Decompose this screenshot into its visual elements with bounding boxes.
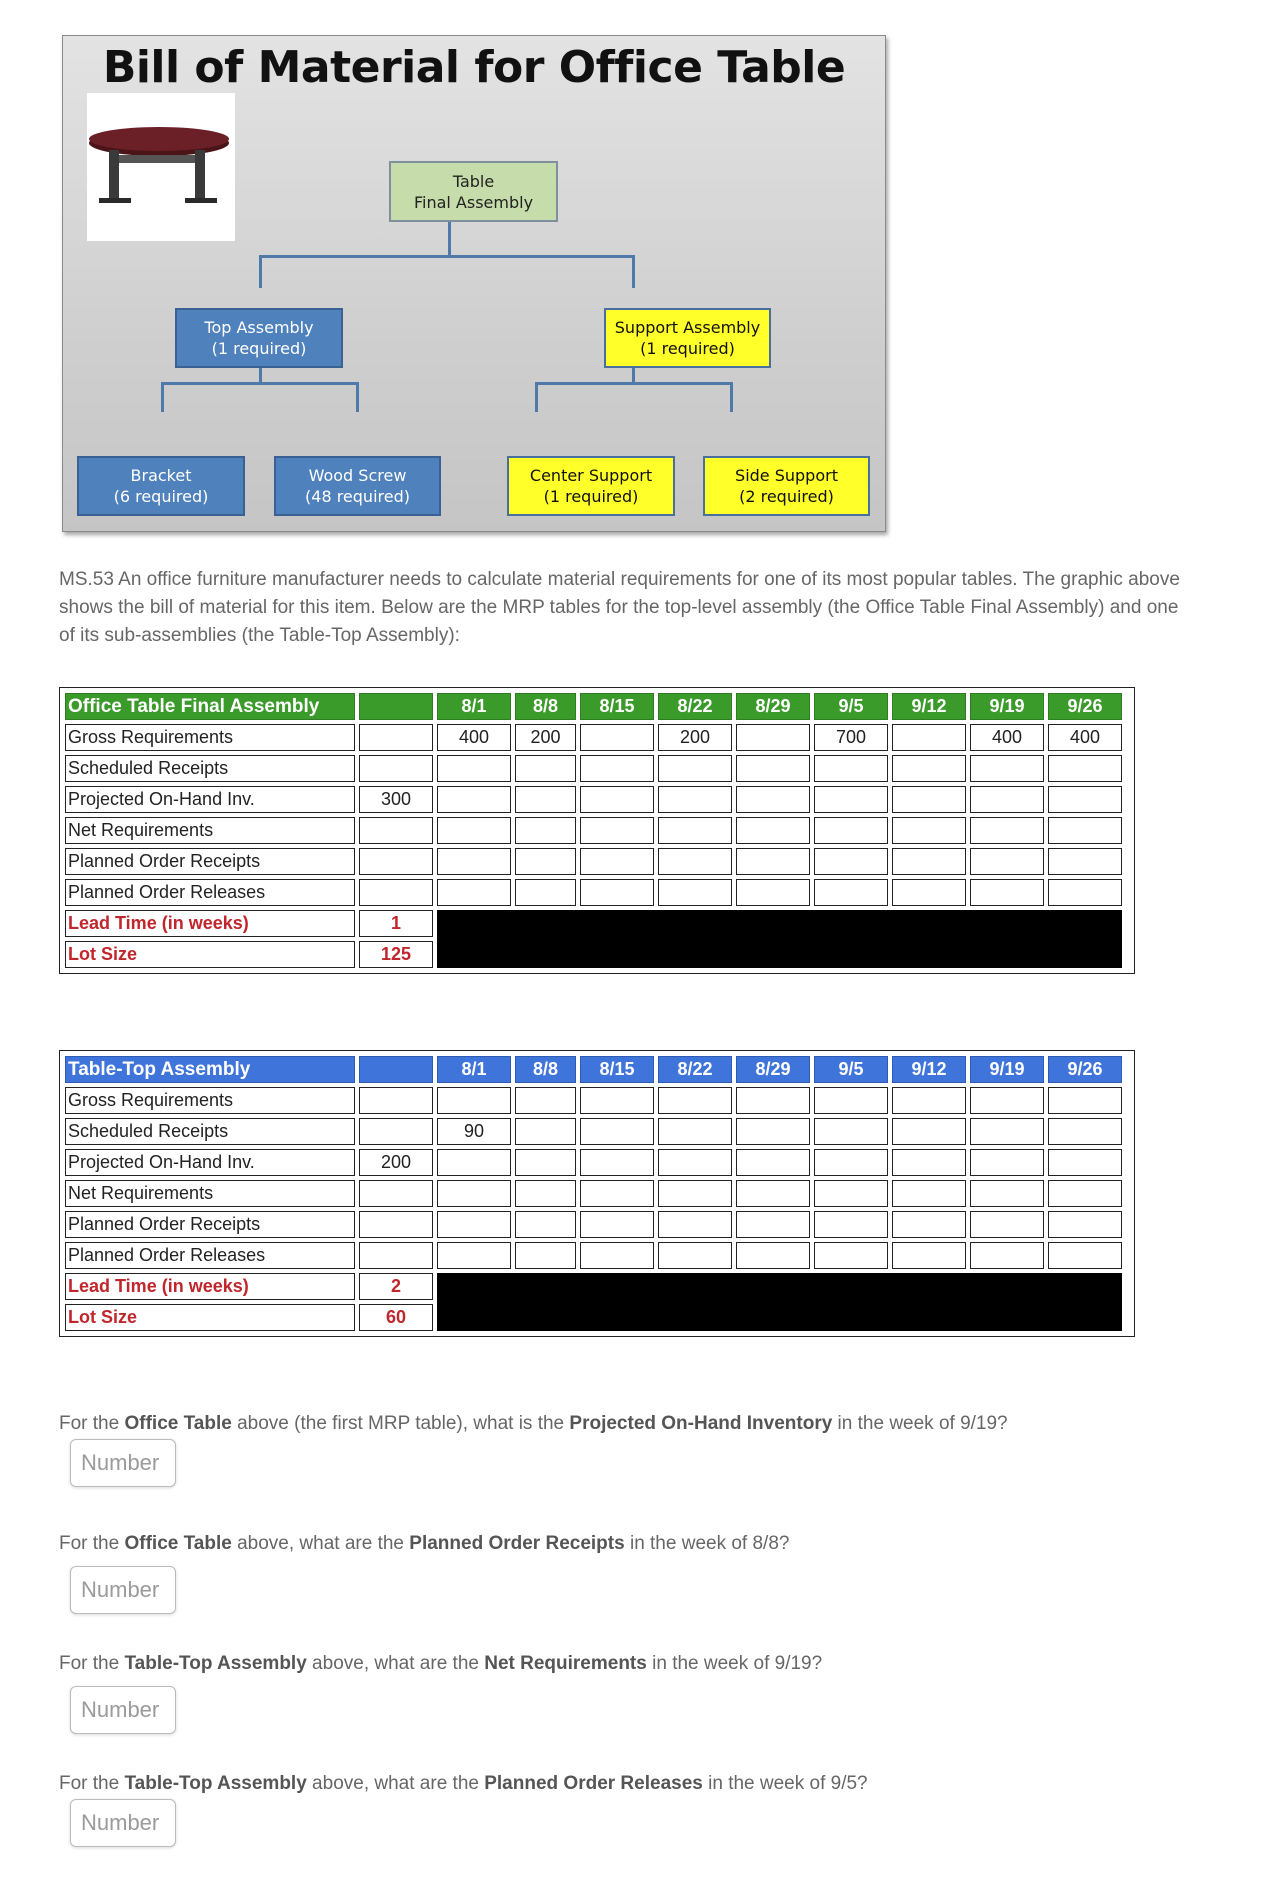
cell[interactable] <box>580 1087 654 1114</box>
cell[interactable] <box>658 1087 732 1114</box>
bom-title: Bill of Material for Office Table <box>102 42 846 93</box>
cell[interactable] <box>658 1211 732 1238</box>
cell[interactable] <box>892 817 966 844</box>
cell[interactable]: 400 <box>970 724 1044 751</box>
node-table-final-assembly: Table Final Assembly <box>389 161 558 222</box>
week-header: 9/19 <box>970 693 1044 720</box>
cell[interactable] <box>1048 817 1122 844</box>
cell[interactable] <box>359 817 433 844</box>
cell[interactable] <box>814 1180 888 1207</box>
cell[interactable] <box>1048 1118 1122 1145</box>
cell[interactable] <box>658 1180 732 1207</box>
cell[interactable] <box>970 879 1044 906</box>
cell[interactable] <box>580 1149 654 1176</box>
cell[interactable] <box>1048 1180 1122 1207</box>
cell[interactable] <box>970 1149 1044 1176</box>
week-header: 8/22 <box>658 1056 732 1083</box>
cell[interactable] <box>580 1180 654 1207</box>
cell[interactable]: 300 <box>359 786 433 813</box>
cell[interactable] <box>814 1118 888 1145</box>
mrp-table-table-top-assembly <box>59 1050 1135 1337</box>
cell[interactable] <box>658 1242 732 1269</box>
cell[interactable]: 200 <box>515 724 576 751</box>
node-top-assembly: Top Assembly (1 required) <box>175 308 343 368</box>
cell[interactable] <box>515 879 576 906</box>
row-label: Planned Order Releases <box>65 1242 355 1269</box>
cell[interactable] <box>736 1242 810 1269</box>
cell[interactable] <box>1048 786 1122 813</box>
lead-time-label: Lead Time (in weeks) <box>65 910 355 937</box>
bom-diagram <box>62 35 886 532</box>
cell[interactable] <box>892 1242 966 1269</box>
cell[interactable] <box>515 755 576 782</box>
cell[interactable] <box>359 848 433 875</box>
table-row <box>65 1242 1122 1269</box>
cell[interactable] <box>359 1180 433 1207</box>
row-label: Projected On-Hand Inv. <box>65 1149 355 1176</box>
cell[interactable] <box>736 1087 810 1114</box>
cell[interactable] <box>658 755 732 782</box>
cell[interactable] <box>437 1180 511 1207</box>
table-row <box>65 755 1122 782</box>
cell[interactable] <box>580 786 654 813</box>
cell[interactable] <box>437 879 511 906</box>
week-header: 8/8 <box>515 1056 576 1083</box>
cell[interactable] <box>814 755 888 782</box>
answer-input-1[interactable] <box>70 1439 176 1487</box>
row-label: Planned Order Receipts <box>65 848 355 875</box>
cell[interactable] <box>580 879 654 906</box>
row-label: Projected On-Hand Inv. <box>65 786 355 813</box>
node-bracket: Bracket (6 required) <box>77 456 245 516</box>
week-header: 9/12 <box>892 693 966 720</box>
node-support-assembly: Support Assembly (1 required) <box>604 308 771 368</box>
cell[interactable] <box>970 755 1044 782</box>
cell[interactable] <box>892 1211 966 1238</box>
row-label: Net Requirements <box>65 1180 355 1207</box>
cell[interactable] <box>658 1149 732 1176</box>
cell[interactable] <box>970 1118 1044 1145</box>
cell[interactable] <box>814 1087 888 1114</box>
cell[interactable] <box>892 755 966 782</box>
week-header: 9/5 <box>814 1056 888 1083</box>
cell[interactable] <box>437 1211 511 1238</box>
cell[interactable] <box>1048 879 1122 906</box>
office-table-photo <box>87 93 235 241</box>
cell[interactable] <box>970 817 1044 844</box>
node-center-support: Center Support (1 required) <box>507 456 675 516</box>
cell[interactable] <box>892 879 966 906</box>
cell[interactable] <box>580 817 654 844</box>
cell[interactable] <box>1048 755 1122 782</box>
cell[interactable] <box>658 848 732 875</box>
header-initial-cell <box>359 1056 433 1083</box>
week-header: 8/1 <box>437 1056 511 1083</box>
row-label: Net Requirements <box>65 817 355 844</box>
week-header: 8/15 <box>580 693 654 720</box>
lot-size-label: Lot Size <box>65 941 355 968</box>
table-row <box>65 1211 1122 1238</box>
table-row <box>65 786 1122 813</box>
answer-input-4[interactable] <box>70 1799 176 1847</box>
cell[interactable] <box>814 817 888 844</box>
cell[interactable] <box>736 879 810 906</box>
cell[interactable] <box>970 786 1044 813</box>
cell[interactable] <box>658 879 732 906</box>
cell[interactable] <box>814 1149 888 1176</box>
row-label: Planned Order Releases <box>65 879 355 906</box>
cell[interactable] <box>1048 1087 1122 1114</box>
week-header: 8/29 <box>736 1056 810 1083</box>
cell[interactable] <box>359 724 433 751</box>
cell[interactable] <box>580 755 654 782</box>
week-header: 8/22 <box>658 693 732 720</box>
cell[interactable] <box>892 848 966 875</box>
week-header: 8/8 <box>515 693 576 720</box>
cell[interactable] <box>437 755 511 782</box>
cell[interactable] <box>437 1149 511 1176</box>
cell[interactable] <box>736 755 810 782</box>
table-row <box>65 1087 1122 1114</box>
cell[interactable] <box>437 1242 511 1269</box>
cell[interactable] <box>892 724 966 751</box>
cell[interactable]: 700 <box>814 724 888 751</box>
cell[interactable] <box>515 786 576 813</box>
table-row <box>65 879 1122 906</box>
table-row <box>65 1118 1122 1145</box>
cell[interactable] <box>515 1149 576 1176</box>
problem-statement: MS.53 An office furniture manufacturer needs to calculate material requirements for one of its most popular tables. The graphic above shows the bill of material for this item. Below are the MRP tables for the top-level assembly (the Office Table Final Assembly) and one of its sub-assemblies (the Table-Top Assembly): <box>59 569 1180 646</box>
cell[interactable] <box>359 1242 433 1269</box>
row-label: Scheduled Receipts <box>65 755 355 782</box>
cell[interactable] <box>359 1211 433 1238</box>
cell[interactable] <box>515 1211 576 1238</box>
cell[interactable] <box>892 786 966 813</box>
cell[interactable]: 400 <box>437 724 511 751</box>
row-label: Gross Requirements <box>65 1087 355 1114</box>
cell[interactable]: 400 <box>1048 724 1122 751</box>
cell[interactable] <box>736 1149 810 1176</box>
cell[interactable] <box>1048 848 1122 875</box>
cell[interactable] <box>892 1149 966 1176</box>
table-row <box>65 724 1122 751</box>
cell[interactable] <box>736 1180 810 1207</box>
question-4: For the Table-Top Assembly above, what are the Planned Order Releases in the week of 9/5? <box>59 1773 868 1794</box>
row-label: Gross Requirements <box>65 724 355 751</box>
cell[interactable] <box>658 817 732 844</box>
cell[interactable] <box>437 848 511 875</box>
cell[interactable] <box>580 1118 654 1145</box>
table-row <box>65 848 1122 875</box>
lead-time-label: Lead Time (in weeks) <box>65 1273 355 1300</box>
table-row <box>65 1149 1122 1176</box>
lot-size-value: 60 <box>359 1304 433 1331</box>
cell[interactable] <box>359 879 433 906</box>
cell[interactable] <box>1048 1149 1122 1176</box>
cell[interactable]: 90 <box>437 1118 511 1145</box>
row-label: Scheduled Receipts <box>65 1118 355 1145</box>
cell[interactable] <box>1048 1242 1122 1269</box>
cell[interactable] <box>515 1118 576 1145</box>
mrp-table-office-final-assembly <box>59 687 1135 974</box>
answer-input-3[interactable] <box>70 1686 176 1734</box>
cell[interactable] <box>814 879 888 906</box>
node-side-support: Side Support (2 required) <box>703 456 870 516</box>
cell[interactable] <box>814 786 888 813</box>
cell[interactable] <box>515 1180 576 1207</box>
week-header: 8/29 <box>736 693 810 720</box>
cell[interactable] <box>814 848 888 875</box>
lead-time-value: 1 <box>359 910 433 937</box>
question-1: For the Office Table above (the first MRP table), what is the Projected On-Hand Inventory in the week of 9/19? <box>59 1413 1008 1434</box>
cell[interactable] <box>736 848 810 875</box>
table-title: Office Table Final Assembly <box>65 693 355 720</box>
lot-size-label: Lot Size <box>65 1304 355 1331</box>
cell[interactable] <box>814 1242 888 1269</box>
lot-size-value: 125 <box>359 941 433 968</box>
cell[interactable]: 200 <box>359 1149 433 1176</box>
cell[interactable] <box>970 1242 1044 1269</box>
cell[interactable] <box>970 1087 1044 1114</box>
blackout-area <box>437 1273 1122 1331</box>
cell[interactable] <box>437 817 511 844</box>
cell[interactable] <box>580 1211 654 1238</box>
node-wood-screw: Wood Screw (48 required) <box>274 456 441 516</box>
table-header-row <box>65 1056 1122 1083</box>
cell[interactable] <box>736 817 810 844</box>
cell[interactable] <box>515 817 576 844</box>
question-2: For the Office Table above, what are the Planned Order Receipts in the week of 8/8? <box>59 1533 790 1554</box>
cell[interactable] <box>736 1118 810 1145</box>
cell[interactable] <box>658 1118 732 1145</box>
week-header: 9/19 <box>970 1056 1044 1083</box>
question-3: For the Table-Top Assembly above, what are the Net Requirements in the week of 9/19? <box>59 1653 823 1674</box>
cell[interactable] <box>892 1180 966 1207</box>
week-header: 9/5 <box>814 693 888 720</box>
table-row <box>65 1180 1122 1207</box>
week-header: 9/26 <box>1048 693 1122 720</box>
cell[interactable] <box>814 1211 888 1238</box>
cell[interactable] <box>970 1211 1044 1238</box>
lead-time-row <box>65 910 1122 937</box>
cell[interactable] <box>515 848 576 875</box>
week-header: 8/1 <box>437 693 511 720</box>
cell[interactable] <box>359 755 433 782</box>
answer-input-2[interactable] <box>70 1566 176 1614</box>
cell[interactable] <box>359 1118 433 1145</box>
cell[interactable] <box>437 786 511 813</box>
table-header-row <box>65 693 1122 720</box>
lead-time-row <box>65 1273 1122 1300</box>
header-initial-cell <box>359 693 433 720</box>
row-label: Planned Order Receipts <box>65 1211 355 1238</box>
blackout-area <box>437 910 1122 968</box>
cell[interactable] <box>1048 1211 1122 1238</box>
week-header: 8/15 <box>580 1056 654 1083</box>
cell[interactable] <box>658 786 732 813</box>
cell[interactable] <box>515 1242 576 1269</box>
cell[interactable] <box>892 1118 966 1145</box>
cell[interactable] <box>970 1180 1044 1207</box>
cell[interactable] <box>580 724 654 751</box>
cell[interactable] <box>736 786 810 813</box>
cell[interactable] <box>580 848 654 875</box>
cell[interactable] <box>970 848 1044 875</box>
cell[interactable] <box>892 1087 966 1114</box>
cell[interactable] <box>736 724 810 751</box>
cell[interactable] <box>359 1087 433 1114</box>
table-row <box>65 817 1122 844</box>
cell[interactable]: 200 <box>658 724 732 751</box>
lead-time-value: 2 <box>359 1273 433 1300</box>
week-header: 9/12 <box>892 1056 966 1083</box>
week-header: 9/26 <box>1048 1056 1122 1083</box>
table-title: Table-Top Assembly <box>65 1056 355 1083</box>
cell[interactable] <box>437 1087 511 1114</box>
cell[interactable] <box>515 1087 576 1114</box>
cell[interactable] <box>736 1211 810 1238</box>
cell[interactable] <box>580 1242 654 1269</box>
